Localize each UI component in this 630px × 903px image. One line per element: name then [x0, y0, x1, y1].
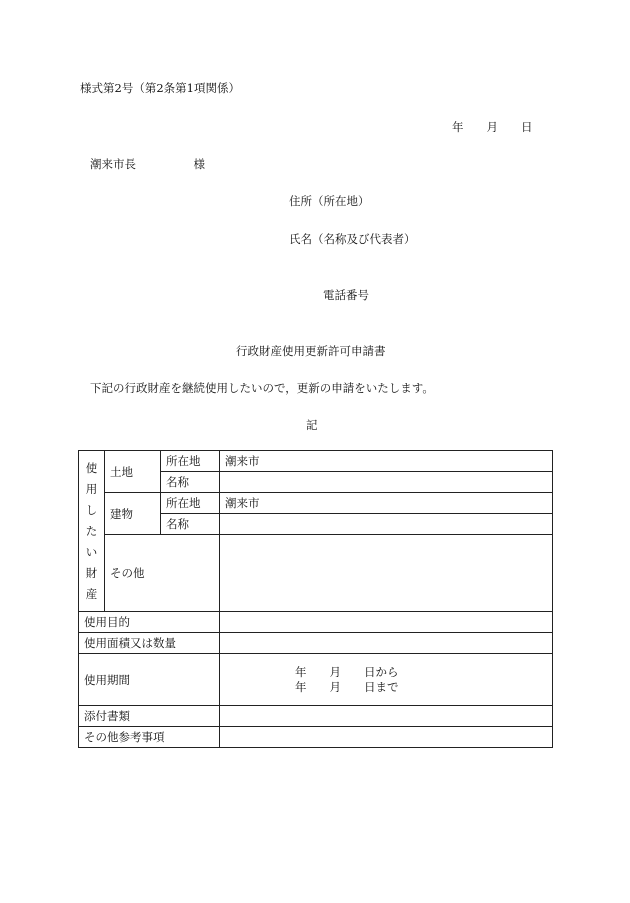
applicant-address-label: 住所（所在地）	[289, 194, 370, 208]
addressee: 潮来市長 様	[90, 157, 205, 171]
land-label: 土地	[105, 451, 161, 493]
other-value[interactable]	[220, 535, 553, 612]
intro-text: 下記の行政財産を継続使用したいので，更新の申請をいたします。	[90, 381, 434, 395]
property-header: 使 用 し た い 財 産	[79, 451, 105, 612]
remarks-value[interactable]	[220, 727, 553, 748]
building-label: 建物	[105, 493, 161, 535]
land-name-label: 名称	[161, 472, 220, 493]
period-from: 年 月 日から	[295, 664, 399, 679]
building-location-value[interactable]: 潮来市	[220, 493, 553, 514]
application-table	[78, 450, 553, 748]
period-label: 使用期間	[79, 654, 220, 706]
period-value[interactable]	[220, 654, 553, 706]
building-location-label: 所在地	[161, 493, 220, 514]
applicant-name-label: 氏名（名称及び代表者）	[289, 232, 416, 246]
building-name-label: 名称	[161, 514, 220, 535]
document-title: 行政財産使用更新許可申請書	[236, 344, 386, 358]
purpose-value[interactable]	[220, 612, 553, 633]
area-value[interactable]	[220, 633, 553, 654]
other-label: その他	[105, 535, 220, 612]
form-number: 様式第2号（第2条第1項関係）	[80, 81, 240, 95]
land-name-value[interactable]	[220, 472, 553, 493]
remarks-label: その他参考事項	[79, 727, 220, 748]
land-location-value[interactable]: 潮来市	[220, 451, 553, 472]
attachments-value[interactable]	[220, 706, 553, 727]
purpose-label: 使用目的	[79, 612, 220, 633]
area-label: 使用面積又は数量	[79, 633, 220, 654]
attachments-label: 添付書類	[79, 706, 220, 727]
period-to: 年 月 日まで	[295, 679, 399, 694]
land-location-label: 所在地	[161, 451, 220, 472]
applicant-phone-label: 電話番号	[323, 288, 369, 302]
building-name-value[interactable]	[220, 514, 553, 535]
ki-heading: 記	[306, 418, 318, 432]
date-line: 年 月 日	[452, 120, 533, 134]
